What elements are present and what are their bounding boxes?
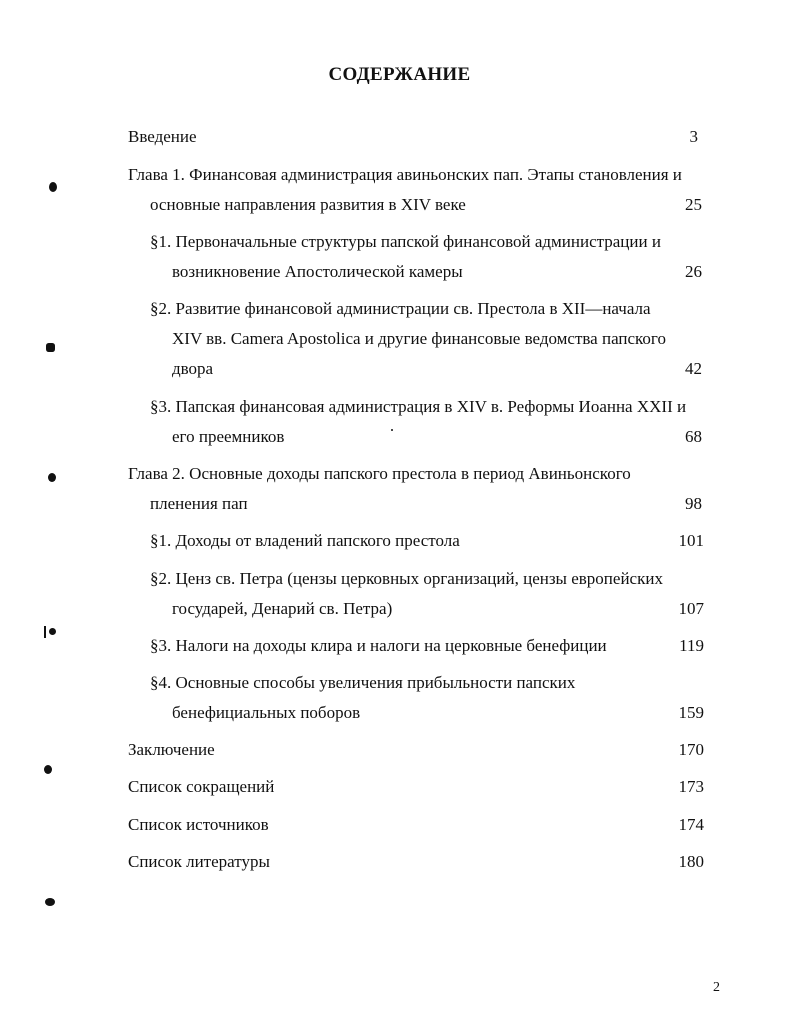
toc-intro-page: 3 xyxy=(689,127,698,146)
toc-ch2-s4-line1: §4. Основные способы увеличения прибыльности папских xyxy=(150,673,576,692)
toc-ch1-s2-page: 42 xyxy=(685,359,702,378)
toc-ch2-s2-page: 107 xyxy=(678,599,704,618)
toc-ch1-s3-line2: его преемников xyxy=(172,427,285,446)
toc-ch1-line1: Глава 1. Финансовая администрация авиньонских пап. Этапы становления и xyxy=(128,165,682,184)
toc-ch1-s2-line3: двора xyxy=(172,359,214,378)
toc-ch2-line1: Глава 2. Основные доходы папского престола в период Авиньонского xyxy=(128,464,631,483)
scan-speck xyxy=(49,182,57,192)
toc-ch1-s2-line1: §2. Развитие финансовой администрации св. Престола в XII—начала xyxy=(150,299,651,318)
toc-ch1-s1-page: 26 xyxy=(685,262,702,281)
toc-ch1-s1-line1: §1. Первоначальные структуры папской финансовой администрации и xyxy=(150,232,661,251)
toc-ch2-page: 98 xyxy=(685,494,702,513)
toc-ch2-s3-line1: §3. Налоги на доходы клира и налоги на церковные бенефиции xyxy=(150,636,607,655)
toc-ch2-line2: пленения пап xyxy=(150,494,248,513)
toc-sources-label: Список источников xyxy=(128,815,269,834)
toc-ch2-s2-line1: §2. Ценз св. Петра (цензы церковных организаций, цензы европейских xyxy=(150,569,663,588)
toc-literature-label: Список литературы xyxy=(128,852,270,871)
scan-speck xyxy=(49,628,56,635)
scan-speck xyxy=(391,429,393,431)
toc-ch1-s2-line2: XIV вв. Camera Apostolica и другие финансовые ведомства папского xyxy=(172,329,666,348)
toc-ch2-s1-line1: §1. Доходы от владений папского престола xyxy=(150,531,460,550)
page-title: СОДЕРЖАНИЕ xyxy=(328,64,471,85)
toc-ch1-page: 25 xyxy=(685,195,702,214)
toc-ch2-s3-page: 119 xyxy=(679,636,704,655)
toc-conclusion-page: 170 xyxy=(678,740,704,759)
toc-sources-page: 174 xyxy=(678,815,704,834)
toc-ch2-s1-page: 101 xyxy=(678,531,704,550)
toc-ch1-s3-page: 68 xyxy=(685,427,702,446)
page-number: 2 xyxy=(713,980,720,995)
scan-speck xyxy=(45,898,55,906)
toc-ch2-s2-line2: государей, Денарий св. Петра) xyxy=(172,599,393,618)
toc-ch2-s4-line2: бенефициальных поборов xyxy=(172,703,361,722)
toc-ch2-s4-page: 159 xyxy=(678,703,704,722)
toc-ch1-line2: основные направления развития в XIV веке xyxy=(150,195,466,214)
toc-conclusion-label: Заключение xyxy=(128,740,215,759)
toc-abbreviations-page: 173 xyxy=(678,777,704,796)
toc-ch1-s1-line2: возникновение Апостолической камеры xyxy=(172,262,463,281)
toc-intro-label: Введение xyxy=(128,127,197,146)
scan-speck xyxy=(48,473,56,482)
scan-speck xyxy=(46,343,55,352)
scan-speck xyxy=(44,626,46,638)
scan-speck xyxy=(44,765,52,774)
toc-literature-page: 180 xyxy=(678,852,704,871)
toc-ch1-s3-line1: §3. Папская финансовая администрация в XIV в. Реформы Иоанна XXII и xyxy=(150,397,687,416)
toc-abbreviations-label: Список сокращений xyxy=(128,777,275,796)
